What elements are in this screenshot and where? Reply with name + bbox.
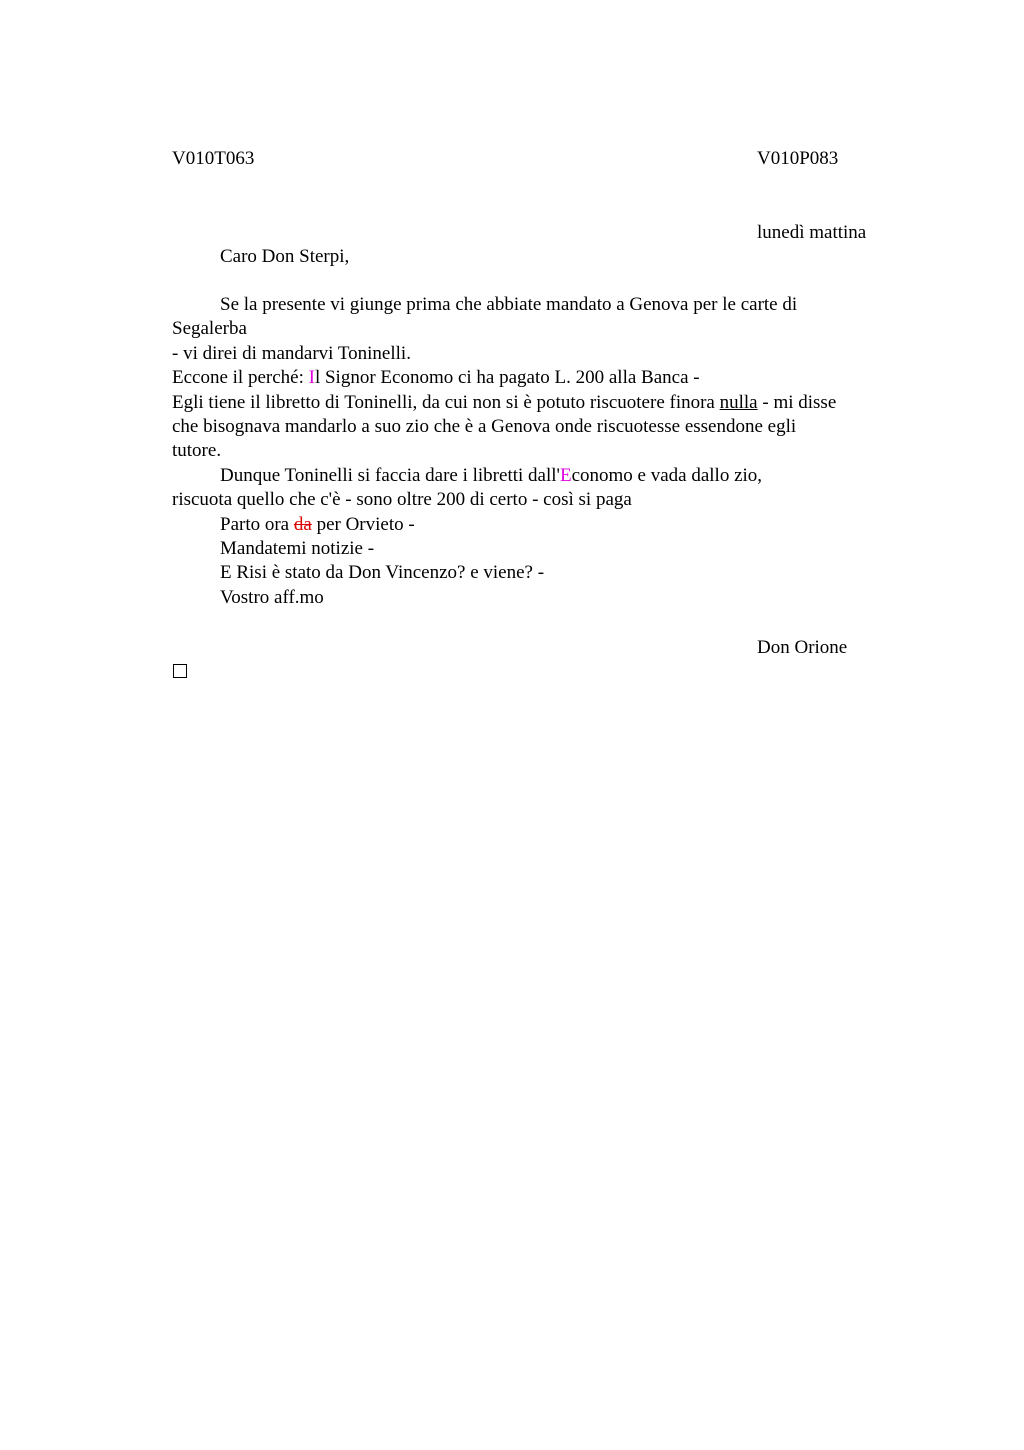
body-line	[172, 391, 912, 415]
text-run: conomo e vada dallo zio,	[571, 464, 763, 486]
letter-date: lunedì mattina	[757, 222, 867, 243]
checkbox-square-icon	[173, 664, 187, 678]
letter-body	[172, 293, 912, 610]
body-line: tutore.	[172, 440, 222, 462]
text-run: Egli tiene il libretto di Toninelli, da cui non si è potuto riscuotere finora	[172, 391, 720, 413]
body-line: - vi direi di mandarvi Toninelli.	[172, 342, 411, 364]
body-line: riscuota quello che c'è - sono oltre 200 di certo - così si paga	[172, 489, 632, 511]
editorial-insert: E	[559, 464, 572, 486]
body-line	[172, 366, 912, 390]
body-line: Segalerba	[172, 318, 247, 340]
body-line: Se la presente vi giunge prima che abbiate mandato a Genova per le carte di	[220, 294, 798, 315]
document-code-left: V010T063	[172, 148, 255, 169]
underlined-word: nulla	[719, 391, 758, 413]
text-run: per Orvieto -	[311, 513, 415, 535]
letter-closing: Vostro aff.mo	[220, 586, 324, 608]
body-line	[172, 513, 912, 537]
document-code-right: V010P083	[757, 148, 839, 169]
text-run: Eccone il perché:	[172, 367, 309, 389]
body-line	[172, 464, 912, 488]
editorial-insert: I	[308, 367, 315, 389]
text-run: Parto ora	[220, 513, 294, 535]
text-run: Dunque Toninelli si faccia dare i libretti dall'	[220, 464, 560, 486]
letter-signature: Don Orione	[757, 637, 848, 658]
letter-salutation: Caro Don Sterpi,	[220, 246, 350, 267]
body-line: che bisognava mandarlo a suo zio che è a Genova onde riscuotesse essendone egli	[172, 416, 797, 438]
struck-word: da	[293, 513, 312, 535]
text-run: l Signor Economo ci ha pagato L. 200 alla Banca -	[314, 367, 700, 389]
text-run: - mi disse	[757, 391, 837, 413]
body-line: E Risi è stato da Don Vincenzo? e viene? -	[220, 562, 545, 584]
body-line: Mandatemi notizie -	[220, 538, 375, 560]
